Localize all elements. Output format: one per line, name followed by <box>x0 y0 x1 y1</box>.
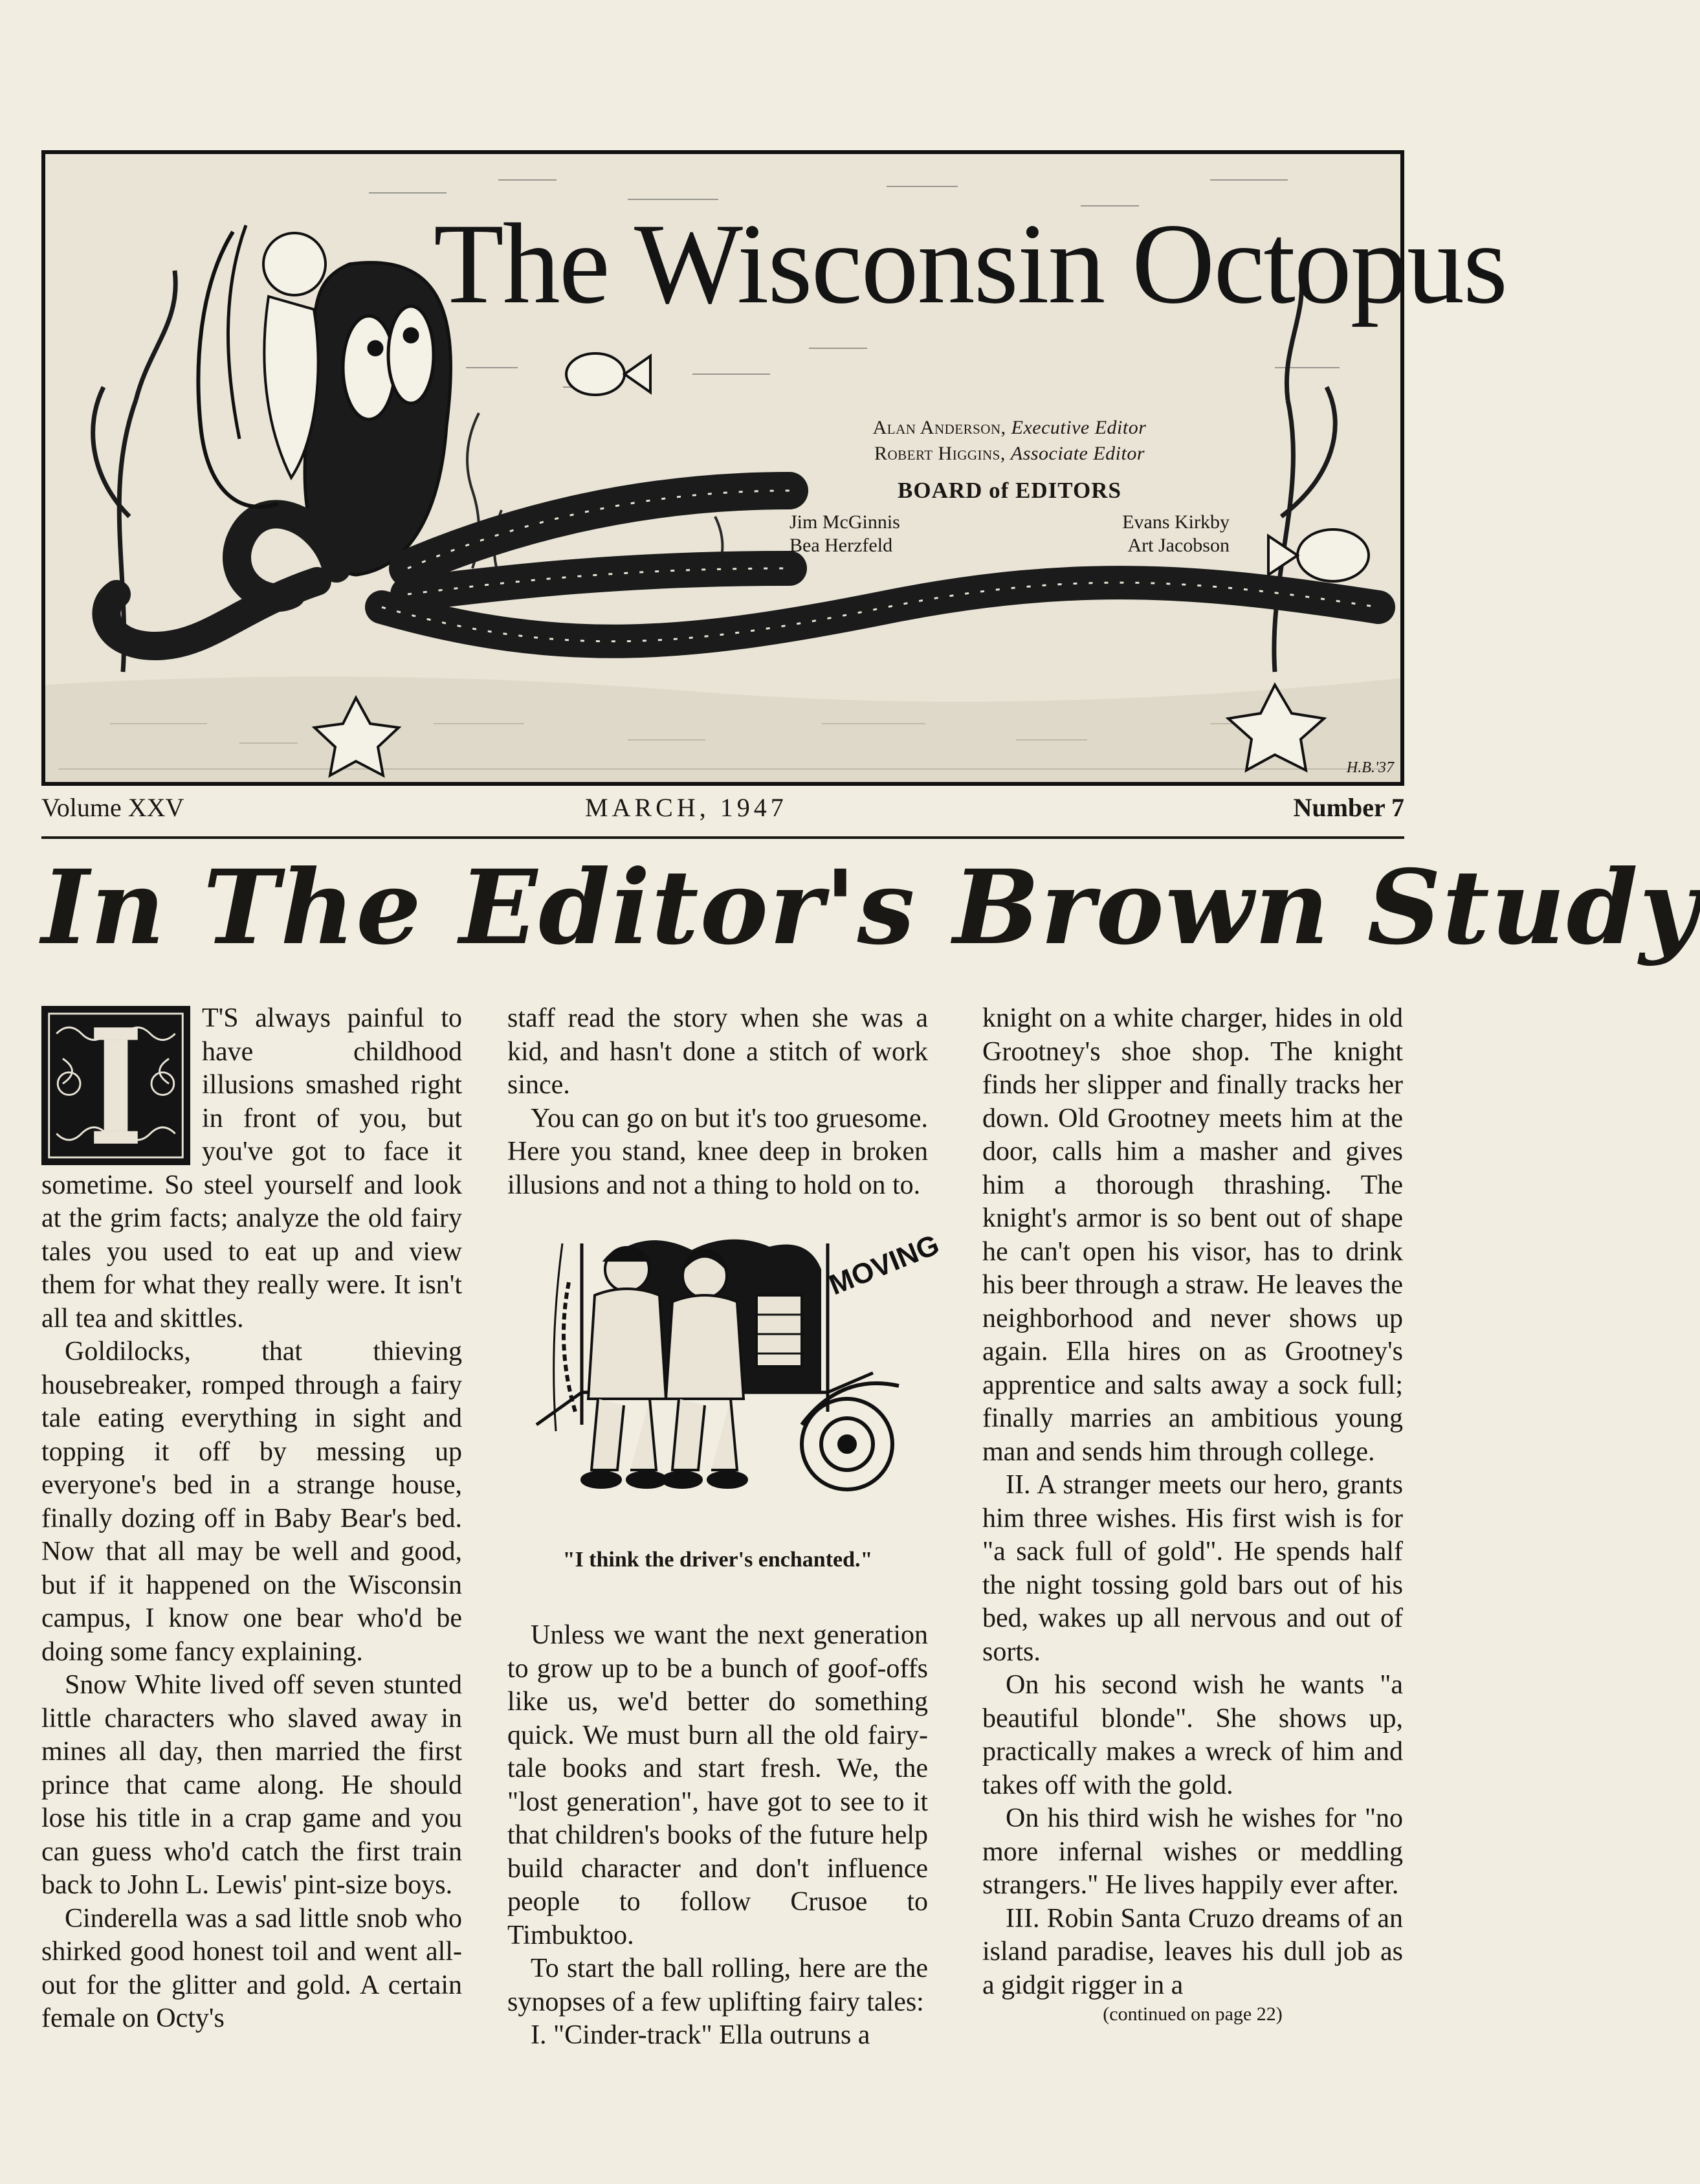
paragraph: You can go on but it's too gruesome. Here you stand, knee deep in broken illusions and not a thing to hold on to. <box>507 1103 928 1200</box>
paragraph: On his third wish he wishes for "no more infernal wishes or meddling strangers." He lives happily ever after. <box>982 1803 1403 1900</box>
paragraph: To start the ball rolling, here are the synopses of a few uplifting fairy tales: <box>507 1954 928 2017</box>
masthead-banner <box>41 150 1507 786</box>
issue-line <box>41 790 1404 832</box>
paragraph: Snow White lived off seven stunted little characters who slaved away in mines all day, then married the first prince that came along. He should lose his title in a crap game and you can guess who'd catch the first train back to John L. Lewis' pint-size boys. <box>41 1670 462 1900</box>
cartoon-caption: "I think the driver's enchanted." <box>562 1548 873 1572</box>
article-column-2 <box>507 1002 944 2053</box>
board-row <box>789 511 1230 533</box>
paragraph: Unless we want the next generation to grow up to be a bunch of goof-offs like us, we'd better do something quick. We must burn all the old fairy-tale books and start fresh. We, the "lost generation", have got to see to it that children's books of the future help build character and don't influence people to follow Crusoe to Timbuktoo. <box>507 1620 928 1950</box>
paragraph: I. "Cinder-track" Ella outruns a <box>531 2020 870 2050</box>
board-member: Evans Kirkby <box>1122 511 1230 533</box>
article-column-1 <box>41 1002 462 2036</box>
paragraph: staff read the story when she was a kid, and hasn't done a stitch of work since. <box>507 1003 928 1100</box>
board-heading: BOARD of EDITORS <box>898 478 1121 503</box>
paragraph: III. Robin Santa Cruzo dreams of an island paradise, leaves his dull job as a gidgit rigger in a <box>982 1903 1403 2000</box>
ornamental-drop-cap-i <box>41 1006 190 1165</box>
issue-number: Number 7 <box>1293 793 1404 822</box>
board-member: Art Jacobson <box>1127 535 1230 556</box>
continued-note: (continued on page 22) <box>1103 2003 1283 2025</box>
artist-signature: H.B.'37 <box>1346 759 1394 776</box>
paragraph: Cinderella was a sad little snob who shirked good honest toil and went all-out for the glitter and gold. A certain female on Octy's <box>41 1903 462 2033</box>
board-member: Bea Herzfeld <box>789 535 893 556</box>
editors-box <box>789 413 1230 558</box>
paragraph: On his second wish he wants "a beautiful blonde". She shows up, practically makes a wreck of him and takes off with the gold. <box>982 1670 1403 1800</box>
divider-rule <box>41 836 1404 839</box>
paragraph: II. A stranger meets our hero, grants him three wishes. His first wish is for "a sack full of gold". He spends half the night tossing gold bars out of his bed, wakes up all nervous and out of sorts. <box>982 1470 1403 1667</box>
volume-label: Volume XXV <box>41 793 184 822</box>
board-member: Jim McGinnis <box>789 511 900 533</box>
issue-date: MARCH, 1947 <box>585 793 788 822</box>
paragraph: T'S always painful to have childhood illusions smashed right in front of you, but you've got to face it sometime. So steel yourself and look at the grim facts; analyze the old fairy tales you used to eat up and view them for what they really were. It isn't all tea and skittles. <box>41 1003 462 1333</box>
associate-editor-name: Robert Higgins, <box>874 443 1006 464</box>
executive-editor-name: Alan Anderson, <box>872 417 1006 438</box>
associate-editor-line <box>789 443 1230 465</box>
paragraph: Goldilocks, that thieving housebreaker, romped through a fairy tale eating everything in sight and topping it off by messing up everyone's bed in a strange house, finally dozing off in Baby Bear's bed. Now that all may be well and good, but if it happened on the Wisconsin campus, I know one bear who'd be doing some fancy explaining. <box>41 1337 462 1667</box>
board-row <box>789 535 1230 557</box>
moving-van-cartoon <box>524 1228 944 1535</box>
executive-editor-line <box>789 417 1230 439</box>
associate-editor-role: Associate Editor <box>1010 443 1145 464</box>
article-column-3 <box>982 1002 1403 2025</box>
executive-editor-role: Executive Editor <box>1011 417 1147 438</box>
paragraph: knight on a white charger, hides in old Grootney's shoe shop. The knight finds her slipper and finally tracks her down. Old Grootney meets him at the door, calls him a masher and gives him a thorough thrashing. The knight's armor is so bent out of shape he can't open his visor, has to drink his beer through a straw. He leaves the neighborhood and never shows up again. Ella hires on as Grootney's apprentice and salts away a sock full; finally marries an ambitious young man and sends him through college. <box>982 1003 1403 1467</box>
column-heading: In The Editor's Brown Study <box>41 848 1700 968</box>
cartoon-sign-text: MOVING <box>824 1228 944 1302</box>
magazine-title: The Wisconsin Octopus <box>434 199 1507 328</box>
